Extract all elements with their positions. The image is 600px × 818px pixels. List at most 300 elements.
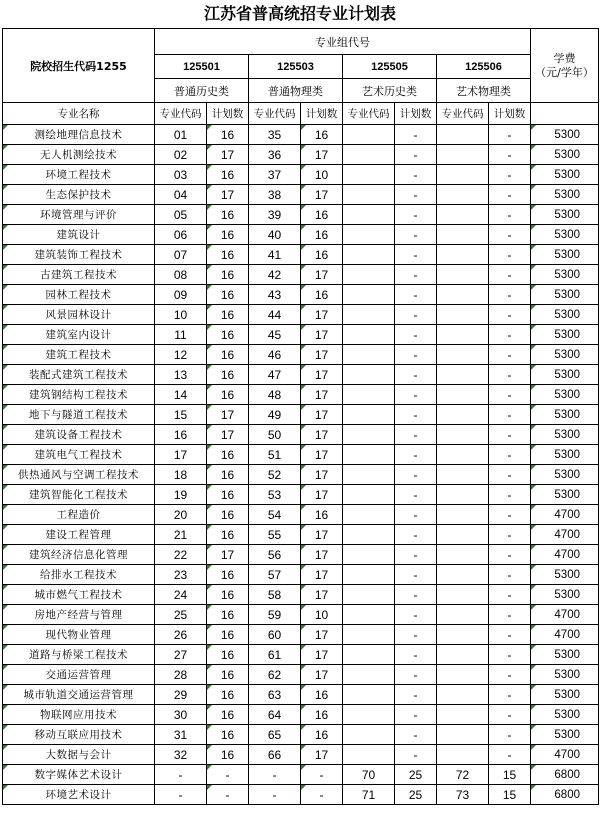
major-name-cell: 装配式建筑工程技术 bbox=[3, 365, 155, 385]
plan-count-cell: - bbox=[395, 325, 437, 345]
plan-count-cell: 16 bbox=[207, 365, 249, 385]
major-name-cell: 移动互联应用技术 bbox=[3, 725, 155, 745]
major-code-cell bbox=[343, 185, 395, 205]
fee-cell: 5300 bbox=[531, 565, 599, 585]
major-code-cell: 31 bbox=[155, 725, 207, 745]
table-row bbox=[3, 305, 599, 325]
major-code-cell bbox=[437, 225, 489, 245]
major-code-cell bbox=[343, 145, 395, 165]
plan-count-cell: - bbox=[489, 705, 531, 725]
plan-count-cell: - bbox=[395, 245, 437, 265]
major-code-cell: 01 bbox=[155, 125, 207, 145]
plan-count-cell: 10 bbox=[301, 165, 343, 185]
major-code-cell: 44 bbox=[249, 305, 301, 325]
major-code-cell: 32 bbox=[155, 745, 207, 765]
major-code-cell bbox=[343, 365, 395, 385]
plan-count-cell: - bbox=[395, 345, 437, 365]
plan-count-cell: - bbox=[489, 225, 531, 245]
plan-count-cell: - bbox=[395, 465, 437, 485]
plan-count-cell: 17 bbox=[301, 545, 343, 565]
table-row bbox=[3, 485, 599, 505]
plan-count-cell: 16 bbox=[207, 605, 249, 625]
group-category-1: 普通历史类 bbox=[155, 79, 249, 103]
plan-count-cell: 17 bbox=[301, 185, 343, 205]
major-code-cell bbox=[437, 585, 489, 605]
plan-count-cell: - bbox=[395, 425, 437, 445]
plan-count-cell: 25 bbox=[395, 785, 437, 805]
group-category-4: 艺术物理类 bbox=[437, 79, 531, 103]
plan-count-cell: - bbox=[395, 265, 437, 285]
table-row bbox=[3, 785, 599, 805]
plan-count-header: 计划数 bbox=[207, 103, 249, 125]
plan-count-cell: 17 bbox=[301, 405, 343, 425]
plan-count-cell: - bbox=[395, 745, 437, 765]
plan-count-cell: 16 bbox=[207, 485, 249, 505]
plan-count-cell: - bbox=[395, 405, 437, 425]
table-row bbox=[3, 345, 599, 365]
major-code-cell bbox=[437, 685, 489, 705]
plan-count-cell: - bbox=[395, 505, 437, 525]
table-row bbox=[3, 165, 599, 185]
plan-count-cell: 17 bbox=[207, 145, 249, 165]
fee-cell: 5300 bbox=[531, 685, 599, 705]
major-code-cell bbox=[437, 145, 489, 165]
major-name-cell: 数字媒体艺术设计 bbox=[3, 765, 155, 785]
major-code-cell: 47 bbox=[249, 365, 301, 385]
plan-count-cell: 16 bbox=[207, 205, 249, 225]
major-code-cell: 58 bbox=[249, 585, 301, 605]
fee-cell: 6800 bbox=[531, 765, 599, 785]
major-name-cell: 工程造价 bbox=[3, 505, 155, 525]
major-code-cell: 09 bbox=[155, 285, 207, 305]
major-code-cell: 71 bbox=[343, 785, 395, 805]
fee-cell: 5300 bbox=[531, 345, 599, 365]
fee-cell: 4700 bbox=[531, 745, 599, 765]
major-code-cell bbox=[343, 405, 395, 425]
table-row bbox=[3, 585, 599, 605]
major-code-cell bbox=[437, 265, 489, 285]
major-name-cell: 城市轨道交通运营管理 bbox=[3, 685, 155, 705]
plan-count-cell: 17 bbox=[301, 665, 343, 685]
major-name-cell: 建筑设计 bbox=[3, 225, 155, 245]
plan-count-cell: 16 bbox=[207, 505, 249, 525]
plan-count-cell: - bbox=[395, 185, 437, 205]
major-code-cell bbox=[343, 305, 395, 325]
plan-count-cell: 17 bbox=[301, 565, 343, 585]
plan-count-cell: 17 bbox=[301, 345, 343, 365]
table-row bbox=[3, 365, 599, 385]
major-name-cell: 地下与隧道工程技术 bbox=[3, 405, 155, 425]
major-code-cell: 27 bbox=[155, 645, 207, 665]
major-code-cell: 56 bbox=[249, 545, 301, 565]
major-name-cell: 建筑钢结构工程技术 bbox=[3, 385, 155, 405]
major-name-cell: 建筑智能化工程技术 bbox=[3, 485, 155, 505]
table-row bbox=[3, 385, 599, 405]
major-code-cell: 24 bbox=[155, 585, 207, 605]
plan-count-cell: 16 bbox=[301, 285, 343, 305]
plan-count-cell: - bbox=[489, 685, 531, 705]
major-code-cell bbox=[437, 605, 489, 625]
plan-count-cell: 16 bbox=[301, 505, 343, 525]
group-category-2: 普通物理类 bbox=[249, 79, 343, 103]
table-row bbox=[3, 745, 599, 765]
table-row bbox=[3, 525, 599, 545]
major-code-cell bbox=[343, 505, 395, 525]
plan-count-cell: 17 bbox=[207, 425, 249, 445]
major-code-cell: 60 bbox=[249, 625, 301, 645]
major-code-cell: 22 bbox=[155, 545, 207, 565]
major-code-cell bbox=[343, 705, 395, 725]
major-name-cell: 建筑设备工程技术 bbox=[3, 425, 155, 445]
major-code-cell bbox=[437, 345, 489, 365]
plan-count-cell: 17 bbox=[301, 445, 343, 465]
fee-cell: 4700 bbox=[531, 605, 599, 625]
plan-count-cell: - bbox=[489, 565, 531, 585]
table-row bbox=[3, 245, 599, 265]
plan-count-cell: - bbox=[207, 785, 249, 805]
plan-count-cell: - bbox=[489, 325, 531, 345]
major-name-cell: 环境工程技术 bbox=[3, 165, 155, 185]
plan-count-cell: 25 bbox=[395, 765, 437, 785]
major-code-cell bbox=[343, 165, 395, 185]
major-code-cell bbox=[343, 425, 395, 445]
fee-cell: 5300 bbox=[531, 205, 599, 225]
major-code-cell: - bbox=[155, 765, 207, 785]
major-code-cell: 17 bbox=[155, 445, 207, 465]
major-code-cell bbox=[437, 205, 489, 225]
major-name-cell: 无人机测绘技术 bbox=[3, 145, 155, 165]
major-code-cell: 52 bbox=[249, 465, 301, 485]
major-code-cell bbox=[343, 205, 395, 225]
major-code-cell: 14 bbox=[155, 385, 207, 405]
plan-count-header: 计划数 bbox=[301, 103, 343, 125]
plan-count-cell: - bbox=[395, 685, 437, 705]
plan-count-cell: - bbox=[489, 525, 531, 545]
major-code-cell bbox=[343, 345, 395, 365]
plan-count-cell: - bbox=[395, 645, 437, 665]
major-code-cell: 23 bbox=[155, 565, 207, 585]
fee-cell: 5300 bbox=[531, 465, 599, 485]
plan-count-cell: - bbox=[489, 545, 531, 565]
fee-header-line2: （元/学年） bbox=[535, 65, 594, 79]
plan-count-cell: 16 bbox=[207, 285, 249, 305]
major-code-cell: 46 bbox=[249, 345, 301, 365]
major-code-cell bbox=[437, 625, 489, 645]
major-code-cell: 35 bbox=[249, 125, 301, 145]
major-code-cell: 13 bbox=[155, 365, 207, 385]
major-name-cell: 生态保护技术 bbox=[3, 185, 155, 205]
plan-count-cell: 16 bbox=[207, 225, 249, 245]
plan-count-cell: 16 bbox=[207, 585, 249, 605]
major-code-cell bbox=[437, 365, 489, 385]
plan-count-cell: - bbox=[489, 365, 531, 385]
major-code-cell: 19 bbox=[155, 485, 207, 505]
plan-count-cell: - bbox=[489, 385, 531, 405]
plan-count-cell: - bbox=[489, 745, 531, 765]
fee-cell: 5300 bbox=[531, 165, 599, 185]
plan-count-cell: 17 bbox=[301, 325, 343, 345]
plan-count-cell: 17 bbox=[207, 545, 249, 565]
major-code-cell bbox=[437, 445, 489, 465]
plan-count-cell: 17 bbox=[301, 625, 343, 645]
table-body bbox=[3, 125, 599, 805]
major-code-cell: 54 bbox=[249, 505, 301, 525]
plan-count-cell: 16 bbox=[207, 745, 249, 765]
fee-cell: 5300 bbox=[531, 185, 599, 205]
major-name-cell: 园林工程技术 bbox=[3, 285, 155, 305]
fee-cell: 5300 bbox=[531, 445, 599, 465]
plan-table bbox=[2, 28, 599, 805]
table-row bbox=[3, 185, 599, 205]
plan-count-cell: 16 bbox=[207, 705, 249, 725]
page-title: 江苏省普高统招专业计划表 bbox=[203, 4, 396, 23]
table-row bbox=[3, 265, 599, 285]
table-row bbox=[3, 445, 599, 465]
fee-cell: 5300 bbox=[531, 425, 599, 445]
major-code-cell bbox=[437, 465, 489, 485]
plan-count-cell: 16 bbox=[301, 705, 343, 725]
plan-count-cell: - bbox=[489, 165, 531, 185]
major-code-cell bbox=[437, 405, 489, 425]
plan-count-cell: 17 bbox=[301, 305, 343, 325]
fee-cell: 5300 bbox=[531, 645, 599, 665]
major-code-cell: 10 bbox=[155, 305, 207, 325]
major-code-cell bbox=[437, 385, 489, 405]
plan-count-cell: - bbox=[489, 665, 531, 685]
plan-count-cell: - bbox=[395, 205, 437, 225]
plan-count-cell: - bbox=[395, 725, 437, 745]
table-row bbox=[3, 705, 599, 725]
plan-count-cell: 17 bbox=[301, 265, 343, 285]
major-code-cell: 53 bbox=[249, 485, 301, 505]
plan-count-cell: - bbox=[395, 665, 437, 685]
major-code-cell: 40 bbox=[249, 225, 301, 245]
major-code-cell: 50 bbox=[249, 425, 301, 445]
plan-count-cell: 16 bbox=[207, 345, 249, 365]
fee-cell: 5300 bbox=[531, 725, 599, 745]
table-row bbox=[3, 425, 599, 445]
major-name-cell: 道路与桥梁工程技术 bbox=[3, 645, 155, 665]
plan-count-cell: 16 bbox=[301, 725, 343, 745]
plan-count-cell: - bbox=[489, 405, 531, 425]
plan-count-cell: - bbox=[395, 625, 437, 645]
major-name-cell: 建筑工程技术 bbox=[3, 345, 155, 365]
major-code-cell bbox=[437, 485, 489, 505]
plan-count-cell: - bbox=[301, 785, 343, 805]
major-code-cell bbox=[437, 705, 489, 725]
major-name-cell: 物联网应用技术 bbox=[3, 705, 155, 725]
table-row bbox=[3, 625, 599, 645]
fee-cell: 5300 bbox=[531, 485, 599, 505]
plan-count-cell: - bbox=[489, 505, 531, 525]
major-code-cell bbox=[343, 565, 395, 585]
plan-count-cell: 16 bbox=[207, 125, 249, 145]
plan-count-cell: - bbox=[489, 265, 531, 285]
fee-header-line1: 学费 bbox=[553, 51, 576, 65]
school-code-header: 院校招生代码1255 bbox=[3, 29, 155, 103]
plan-count-cell: - bbox=[489, 145, 531, 165]
group-code-125505: 125505 bbox=[343, 55, 437, 79]
major-code-cell: 36 bbox=[249, 145, 301, 165]
fee-cell: 4700 bbox=[531, 545, 599, 565]
plan-count-cell: 16 bbox=[207, 165, 249, 185]
major-name-cell: 环境艺术设计 bbox=[3, 785, 155, 805]
major-code-cell bbox=[343, 385, 395, 405]
plan-count-cell: - bbox=[395, 705, 437, 725]
fee-cell: 5300 bbox=[531, 245, 599, 265]
plan-count-cell: - bbox=[489, 305, 531, 325]
table-row bbox=[3, 605, 599, 625]
major-code-cell: - bbox=[155, 785, 207, 805]
table-row bbox=[3, 225, 599, 245]
major-name-cell: 交通运营管理 bbox=[3, 665, 155, 685]
major-code-cell bbox=[437, 325, 489, 345]
plan-count-cell: 16 bbox=[207, 725, 249, 745]
fee-cell: 5300 bbox=[531, 265, 599, 285]
major-code-header: 专业代码 bbox=[343, 103, 395, 125]
plan-count-cell: - bbox=[489, 285, 531, 305]
plan-count-cell: 17 bbox=[301, 745, 343, 765]
plan-count-cell: 16 bbox=[207, 525, 249, 545]
plan-count-cell: 17 bbox=[207, 185, 249, 205]
plan-count-cell: - bbox=[395, 485, 437, 505]
plan-count-cell: - bbox=[489, 585, 531, 605]
major-code-cell bbox=[343, 265, 395, 285]
major-code-cell bbox=[343, 445, 395, 465]
major-code-cell bbox=[343, 525, 395, 545]
major-name-cell: 建筑装饰工程技术 bbox=[3, 245, 155, 265]
major-code-cell: 29 bbox=[155, 685, 207, 705]
plan-count-cell: - bbox=[489, 205, 531, 225]
major-code-header: 专业代码 bbox=[155, 103, 207, 125]
major-code-cell bbox=[343, 465, 395, 485]
major-code-cell bbox=[437, 285, 489, 305]
plan-count-cell: - bbox=[395, 385, 437, 405]
fee-cell: 4700 bbox=[531, 625, 599, 645]
major-code-cell: 42 bbox=[249, 265, 301, 285]
major-code-cell bbox=[437, 245, 489, 265]
table-row bbox=[3, 125, 599, 145]
plan-count-cell: 16 bbox=[301, 225, 343, 245]
plan-count-cell: - bbox=[395, 565, 437, 585]
major-code-cell: 39 bbox=[249, 205, 301, 225]
major-code-cell: 62 bbox=[249, 665, 301, 685]
major-code-cell: 48 bbox=[249, 385, 301, 405]
plan-count-cell: - bbox=[489, 645, 531, 665]
plan-count-cell: - bbox=[395, 525, 437, 545]
fee-cell: 5300 bbox=[531, 705, 599, 725]
plan-count-cell: 16 bbox=[207, 265, 249, 285]
major-name-cell: 给排水工程技术 bbox=[3, 565, 155, 585]
plan-count-cell: 17 bbox=[301, 485, 343, 505]
fee-cell: 4700 bbox=[531, 505, 599, 525]
plan-count-cell: 15 bbox=[489, 785, 531, 805]
plan-count-cell: 17 bbox=[301, 365, 343, 385]
major-name-cell: 城市燃气工程技术 bbox=[3, 585, 155, 605]
major-code-cell bbox=[343, 725, 395, 745]
plan-count-cell: 16 bbox=[207, 465, 249, 485]
major-name-cell: 供热通风与空调工程技术 bbox=[3, 465, 155, 485]
table-row bbox=[3, 145, 599, 165]
major-code-cell bbox=[343, 685, 395, 705]
major-code-header: 专业代码 bbox=[249, 103, 301, 125]
table-row bbox=[3, 405, 599, 425]
major-code-cell bbox=[437, 645, 489, 665]
plan-count-cell: - bbox=[395, 365, 437, 385]
major-code-cell bbox=[343, 585, 395, 605]
major-code-cell bbox=[343, 485, 395, 505]
major-code-cell: 70 bbox=[343, 765, 395, 785]
major-name-cell: 建设工程管理 bbox=[3, 525, 155, 545]
fee-cell: 5300 bbox=[531, 225, 599, 245]
major-code-cell: 28 bbox=[155, 665, 207, 685]
major-code-cell: 66 bbox=[249, 745, 301, 765]
fee-cell: 4700 bbox=[531, 525, 599, 545]
major-code-cell bbox=[343, 325, 395, 345]
plan-count-cell: - bbox=[489, 605, 531, 625]
major-code-cell bbox=[437, 665, 489, 685]
plan-count-cell: 17 bbox=[301, 465, 343, 485]
plan-count-cell: 16 bbox=[207, 305, 249, 325]
major-name-cell: 建筑电气工程技术 bbox=[3, 445, 155, 465]
major-code-cell: 03 bbox=[155, 165, 207, 185]
major-code-cell: 37 bbox=[249, 165, 301, 185]
major-code-cell: 55 bbox=[249, 525, 301, 545]
plan-count-cell: 16 bbox=[207, 565, 249, 585]
major-code-cell: 02 bbox=[155, 145, 207, 165]
plan-count-cell: 16 bbox=[301, 125, 343, 145]
plan-count-cell: - bbox=[489, 345, 531, 365]
major-code-cell bbox=[343, 225, 395, 245]
major-code-cell: 16 bbox=[155, 425, 207, 445]
major-name-header: 专业名称 bbox=[3, 103, 155, 125]
table-row bbox=[3, 645, 599, 665]
major-code-cell: 51 bbox=[249, 445, 301, 465]
major-code-cell bbox=[343, 285, 395, 305]
table-row bbox=[3, 205, 599, 225]
plan-count-cell: 16 bbox=[207, 665, 249, 685]
plan-count-header: 计划数 bbox=[489, 103, 531, 125]
major-code-cell bbox=[437, 125, 489, 145]
major-code-cell: 57 bbox=[249, 565, 301, 585]
table-row bbox=[3, 685, 599, 705]
plan-count-cell: - bbox=[395, 605, 437, 625]
major-code-cell: 26 bbox=[155, 625, 207, 645]
major-code-cell: 45 bbox=[249, 325, 301, 345]
major-name-cell: 测绘地理信息技术 bbox=[3, 125, 155, 145]
plan-count-cell: 16 bbox=[207, 325, 249, 345]
plan-count-cell: 17 bbox=[207, 405, 249, 425]
plan-count-cell: - bbox=[489, 185, 531, 205]
plan-count-cell: 16 bbox=[207, 445, 249, 465]
plan-count-cell: - bbox=[489, 425, 531, 445]
major-code-cell: 72 bbox=[437, 765, 489, 785]
group-code-125503: 125503 bbox=[249, 55, 343, 79]
major-code-cell bbox=[343, 125, 395, 145]
fee-cell: 5300 bbox=[531, 285, 599, 305]
major-code-cell: 64 bbox=[249, 705, 301, 725]
major-name-cell: 房地产经营与管理 bbox=[3, 605, 155, 625]
plan-count-cell: 16 bbox=[207, 385, 249, 405]
major-code-cell: 07 bbox=[155, 245, 207, 265]
major-code-cell: - bbox=[249, 785, 301, 805]
major-code-cell: 18 bbox=[155, 465, 207, 485]
major-code-cell bbox=[437, 305, 489, 325]
plan-count-cell: 16 bbox=[207, 685, 249, 705]
plan-count-cell: - bbox=[395, 305, 437, 325]
plan-count-cell: - bbox=[395, 225, 437, 245]
plan-count-cell: - bbox=[489, 465, 531, 485]
